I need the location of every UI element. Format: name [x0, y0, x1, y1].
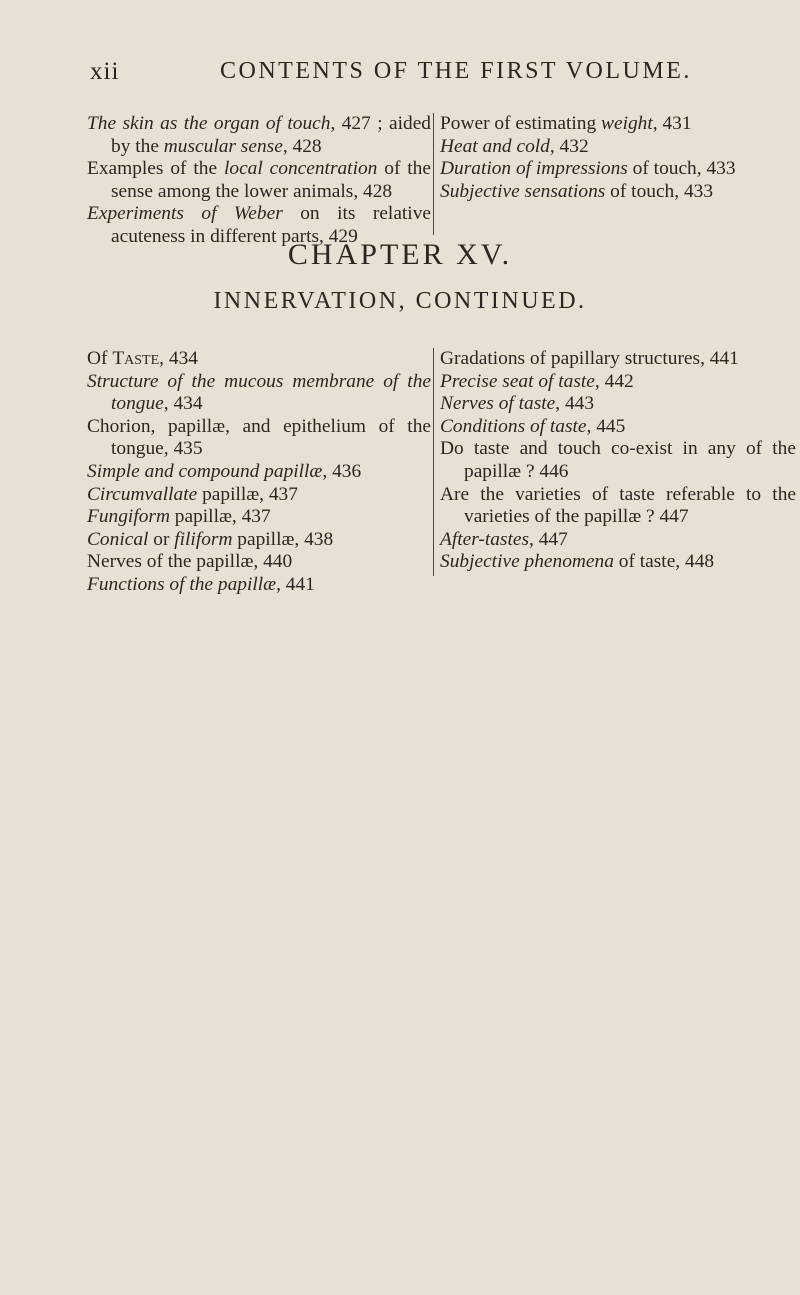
contents-entry — [440, 416, 796, 439]
contents-entry — [440, 113, 796, 136]
contents-entry — [87, 113, 431, 158]
entry-text: Simple and compound papillæ — [87, 460, 323, 482]
entry-text: , 441 — [276, 573, 315, 595]
contents-entry — [87, 371, 431, 416]
entry-text: Are the varieties of taste referable to the varieties of the papillæ ? 447 — [440, 483, 796, 528]
entry-text: Examples of the — [87, 158, 224, 180]
page-header — [0, 58, 800, 98]
entry-text: papillæ, 437 — [197, 483, 298, 505]
column-divider — [433, 113, 434, 235]
entry-text: Functions of the papillæ — [87, 573, 277, 595]
entry-text: Experiments of Weber — [87, 203, 283, 225]
entry-text: , 427 ; aided by the — [111, 113, 432, 157]
contents-entry — [87, 416, 431, 461]
contents-entry — [440, 529, 796, 552]
page-number: xii — [90, 58, 120, 85]
entry-text: filiform — [174, 528, 233, 550]
entry-text: Fungiform — [87, 506, 170, 528]
entry-text: , 434 — [163, 393, 203, 415]
entry-text: , 428 — [282, 135, 322, 157]
entry-text: Duration of impressions — [440, 158, 628, 180]
entry-text: or — [148, 528, 175, 550]
entry-text: , 434 — [159, 348, 198, 369]
contents-column-right — [440, 348, 796, 574]
contents-entry — [440, 348, 796, 371]
entry-text: Chorion, papillæ, and epithelium of the tongue, 435 — [87, 415, 431, 460]
column-divider — [433, 348, 434, 576]
entry-text: , 436 — [322, 460, 362, 482]
entry-text: , 445 — [586, 415, 626, 437]
entry-text: , 432 — [549, 135, 589, 157]
contents-column-right — [440, 113, 796, 203]
contents-entry — [440, 181, 796, 204]
entry-text: Subjective sensations — [440, 180, 606, 202]
contents-entry — [87, 574, 431, 597]
contents-entry — [440, 484, 796, 529]
contents-entry — [440, 393, 796, 416]
entry-text: Nerves of taste — [440, 393, 556, 415]
contents-entry — [87, 158, 431, 203]
entry-text: Power of estimating — [440, 113, 602, 134]
entry-text: Circumvallate — [87, 483, 198, 505]
entry-text: of taste, 448 — [613, 551, 715, 573]
contents-entry — [440, 136, 796, 159]
entry-text: , 431 — [652, 113, 692, 134]
contents-entry — [440, 158, 796, 181]
contents-entry — [87, 348, 431, 371]
chapter-heading: CHAPTER XV. — [287, 238, 513, 271]
entry-text: muscular sense — [163, 135, 283, 157]
contents-entry — [87, 484, 431, 507]
contents-entry — [87, 529, 431, 552]
entry-text: , 443 — [555, 393, 595, 415]
entry-text: Nerves of the papillæ, 440 — [87, 551, 293, 573]
contents-section-top — [0, 113, 800, 247]
entry-text: papillæ, 438 — [232, 528, 334, 550]
entry-text: weight — [601, 113, 653, 134]
entry-text: Do taste and touch co-exist in any of the papillæ ? 446 — [440, 438, 796, 482]
contents-column-left — [87, 348, 431, 597]
entry-text: local concentration — [223, 158, 378, 180]
entry-text: , 442 — [594, 370, 634, 392]
section-title: INNERVATION, CONTINUED. — [213, 288, 587, 314]
entry-text: of the sense among the lower animals, 428 — [111, 158, 431, 202]
entry-text: Subjective phenomena — [440, 551, 614, 573]
entry-text: Taste — [112, 348, 160, 369]
entry-text: on its relative acuteness in different parts, 429 — [111, 203, 432, 247]
entry-text: The skin as the organ of touch — [87, 113, 331, 134]
contents-section-bottom — [0, 348, 800, 595]
entry-text: Precise seat of taste — [440, 370, 595, 392]
contents-entry — [87, 506, 431, 529]
entry-text: of touch, 433 — [605, 180, 714, 202]
contents-entry — [440, 371, 796, 394]
contents-entry — [440, 551, 796, 574]
entry-text: Conditions of taste — [440, 415, 587, 437]
contents-entry — [87, 551, 431, 574]
entry-text: After-tastes — [440, 528, 530, 550]
entry-text: Conical — [87, 528, 149, 550]
contents-entry — [440, 438, 796, 483]
entry-text: , 447 — [529, 528, 568, 550]
entry-text: Of — [87, 348, 113, 369]
contents-column-left — [87, 113, 431, 249]
running-title: CONTENTS OF THE FIRST VOLUME. — [220, 58, 692, 84]
entry-text: papillæ, 437 — [169, 506, 271, 528]
contents-entry — [87, 461, 431, 484]
entry-text: of touch, 433 — [627, 158, 736, 180]
entry-text: Structure of the mucous membrane of the tongue — [87, 370, 431, 415]
entry-text: Gradations of papillary structures, 441 — [440, 348, 739, 369]
entry-text: Heat and cold — [440, 135, 550, 157]
